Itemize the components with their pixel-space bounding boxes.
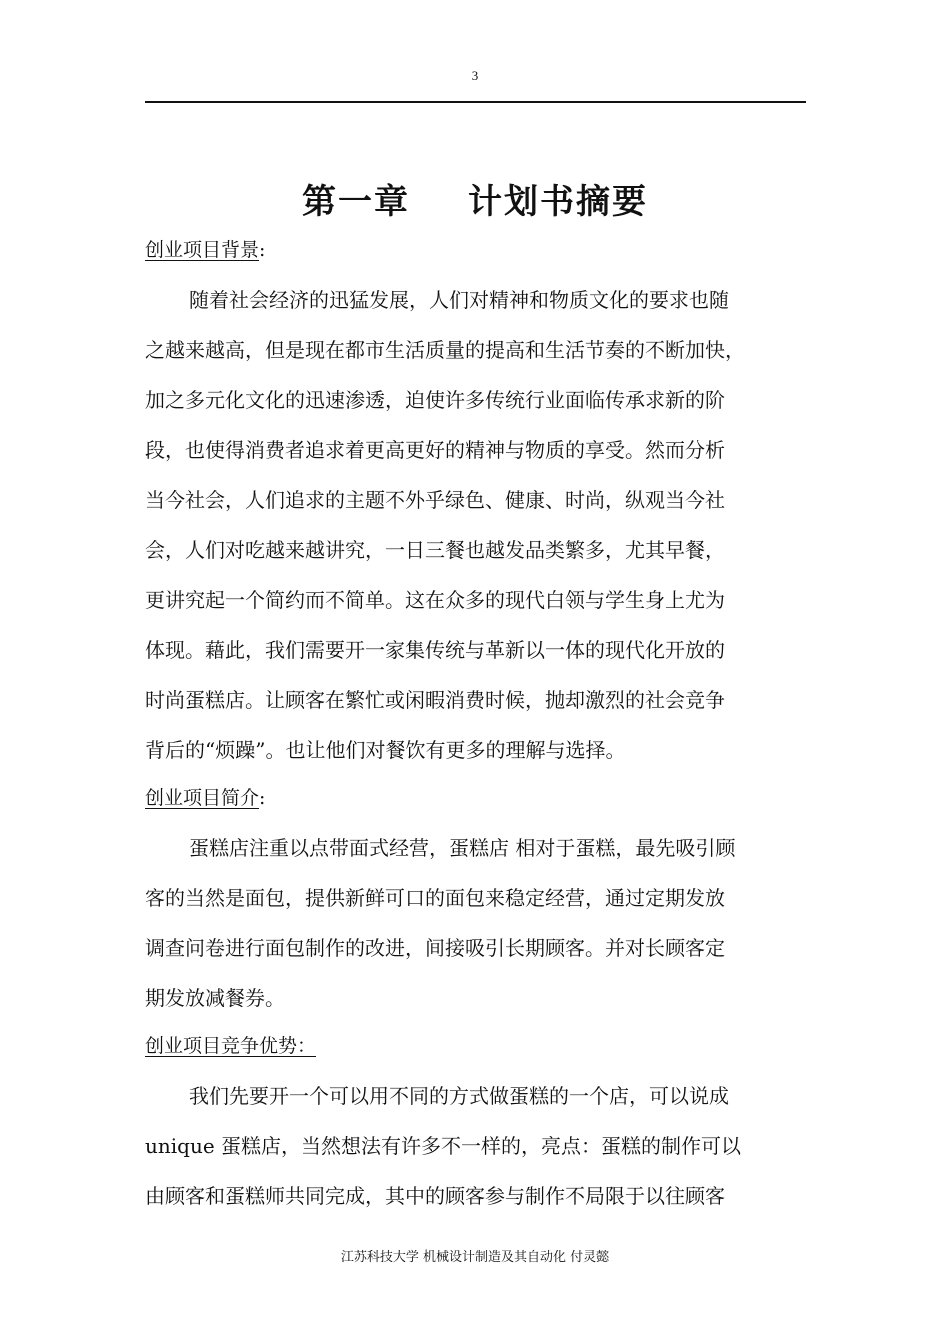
section-heading-advantage	[145, 1026, 810, 1066]
paragraph-advantage	[145, 1071, 810, 1221]
chapter-title	[0, 178, 950, 226]
paragraph-line: 之越来越高，但是现在都市生活质量的提高和生活节奏的不断加快，	[145, 338, 745, 362]
section-heading-text: 创业项目背景	[145, 239, 260, 261]
paragraph-line: 期发放减餐券。	[145, 986, 285, 1010]
section-heading-intro	[145, 778, 810, 818]
paragraph-line: 体现。藉此，我们需要开一家集传统与革新以一体的现代化开放的	[145, 638, 725, 662]
section-heading-text: 创业项目简介	[145, 787, 260, 809]
section-heading-suffix: :	[259, 787, 266, 809]
header-rule	[145, 101, 806, 103]
section-heading-text: 创业项目竞争优势：	[145, 1035, 317, 1057]
paragraph-line: 段，也使得消费者追求着更高更好的精神与物质的享受。然而分析	[145, 438, 725, 462]
paragraph-line: unique 蛋糕店，当然想法有许多不一样的，亮点：蛋糕的制作可以	[145, 1134, 742, 1158]
paragraph-line: 由顾客和蛋糕师共同完成，其中的顾客参与制作不局限于以往顾客	[145, 1184, 725, 1208]
section-heading-suffix: :	[259, 239, 266, 261]
paragraph-line: 客的当然是面包，提供新鲜可口的面包来稳定经营，通过定期发放	[145, 886, 725, 910]
paragraph-background	[145, 275, 810, 775]
chapter-name: 计划书摘要	[468, 182, 648, 222]
paragraph-line: 当今社会，人们追求的主题不外乎绿色、健康、时尚，纵观当今社	[145, 488, 725, 512]
document-body	[145, 230, 810, 1224]
page-footer: 江苏科技大学 机械设计制造及其自动化 付灵懿	[340, 1250, 610, 1265]
page-number: 3	[471, 68, 479, 83]
paragraph-line: 蛋糕店注重以点带面式经营，蛋糕店 相对于蛋糕，最先吸引顾	[189, 836, 736, 860]
paragraph-line: 背后的“烦躁”。也让他们对餐饮有更多的理解与选择。	[145, 738, 626, 762]
paragraph-line: 我们先要开一个可以用不同的方式做蛋糕的一个店，可以说成	[189, 1084, 729, 1108]
section-heading-background	[145, 230, 810, 270]
chapter-label: 第一章	[302, 182, 410, 222]
paragraph-line: 更讲究起一个简约而不简单。这在众多的现代白领与学生身上尤为	[145, 588, 725, 612]
paragraph-line: 会，人们对吃越来越讲究，一日三餐也越发品类繁多，尤其早餐，	[145, 538, 725, 562]
paragraph-line: 随着社会经济的迅猛发展，人们对精神和物质文化的要求也随	[189, 288, 729, 312]
paragraph-intro	[145, 823, 810, 1023]
paragraph-line: 调查问卷进行面包制作的改进，间接吸引长期顾客。并对长顾客定	[145, 936, 725, 960]
paragraph-line: 时尚蛋糕店。让顾客在繁忙或闲暇消费时候，抛却激烈的社会竞争	[145, 688, 725, 712]
paragraph-line: 加之多元化文化的迅速渗透，迫使许多传统行业面临传承求新的阶	[145, 388, 725, 412]
